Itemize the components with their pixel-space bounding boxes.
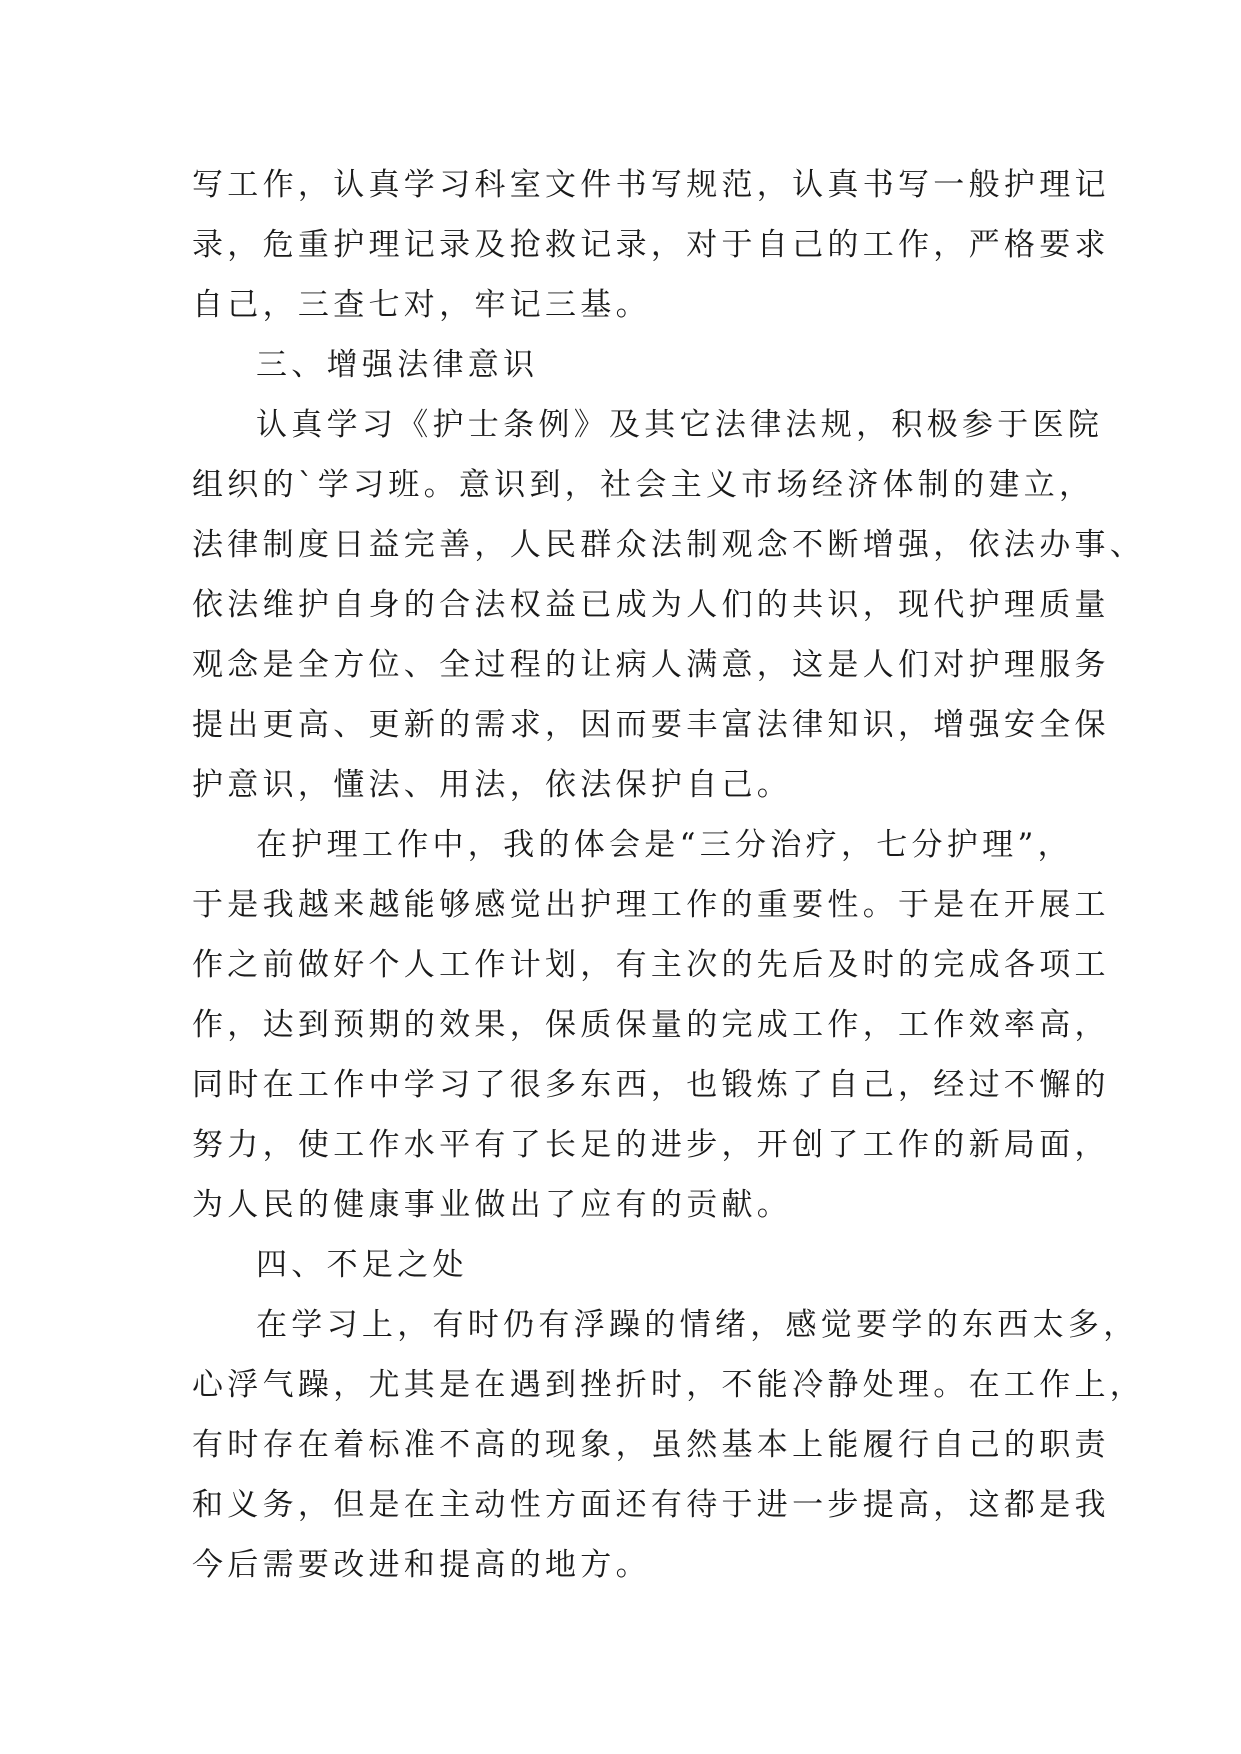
text-line: 认真学习《护士条例》及其它法律法规，积极参于医院 xyxy=(256,407,1104,443)
text-line: 在学习上，有时仍有浮躁的情绪，感觉要学的东西太多， xyxy=(256,1307,1139,1343)
text-line: 依法维护自身的合法权益已成为人们的共识，现代护理质量 xyxy=(192,587,1110,623)
text-line: 法律制度日益完善，人民群众法制观念不断增强，依法办事、 xyxy=(192,527,1146,563)
text-line: 同时在工作中学习了很多东西，也锻炼了自己，经过不懈的 xyxy=(192,1067,1110,1103)
text-line: 努力，使工作水平有了长足的进步，开创了工作的新局面， xyxy=(192,1127,1110,1163)
text-line: 有时存在着标准不高的现象，虽然基本上能履行自己的职责 xyxy=(192,1427,1110,1463)
text-line: 录，危重护理记录及抢救记录，对于自己的工作，严格要求 xyxy=(192,227,1110,263)
text-line: 为人民的健康事业做出了应有的贡献。 xyxy=(192,1187,793,1223)
text-line: 组织的`学习班。意识到，社会主义市场经济体制的建立， xyxy=(192,467,1095,503)
text-line: 今后需要改进和提高的地方。 xyxy=(192,1547,651,1583)
text-line: 写工作，认真学习科室文件书写规范，认真书写一般护理记 xyxy=(192,167,1110,203)
text-line: 观念是全方位、全过程的让病人满意，这是人们对护理服务 xyxy=(192,647,1110,683)
section-heading: 四、不足之处 xyxy=(256,1247,468,1283)
text-line: 在护理工作中，我的体会是“三分治疗，七分护理”， xyxy=(256,827,1073,863)
text-line: 于是我越来越能够感觉出护理工作的重要性。于是在开展工 xyxy=(192,887,1110,923)
text-line: 自己，三查七对，牢记三基。 xyxy=(192,287,651,323)
text-line: 作之前做好个人工作计划，有主次的先后及时的完成各项工 xyxy=(192,947,1110,983)
text-line: 护意识，懂法、用法，依法保护自己。 xyxy=(192,767,793,803)
text-line: 和义务，但是在主动性方面还有待于进一步提高，这都是我 xyxy=(192,1487,1110,1523)
text-line: 提出更高、更新的需求，因而要丰富法律知识，增强安全保 xyxy=(192,707,1110,743)
text-line: 心浮气躁，尤其是在遇到挫折时，不能冷静处理。在工作上， xyxy=(192,1367,1146,1403)
document-body xyxy=(192,155,1146,1595)
section-heading: 三、增强法律意识 xyxy=(256,347,539,383)
text-line: 作，达到预期的效果，保质保量的完成工作，工作效率高， xyxy=(192,1007,1110,1043)
